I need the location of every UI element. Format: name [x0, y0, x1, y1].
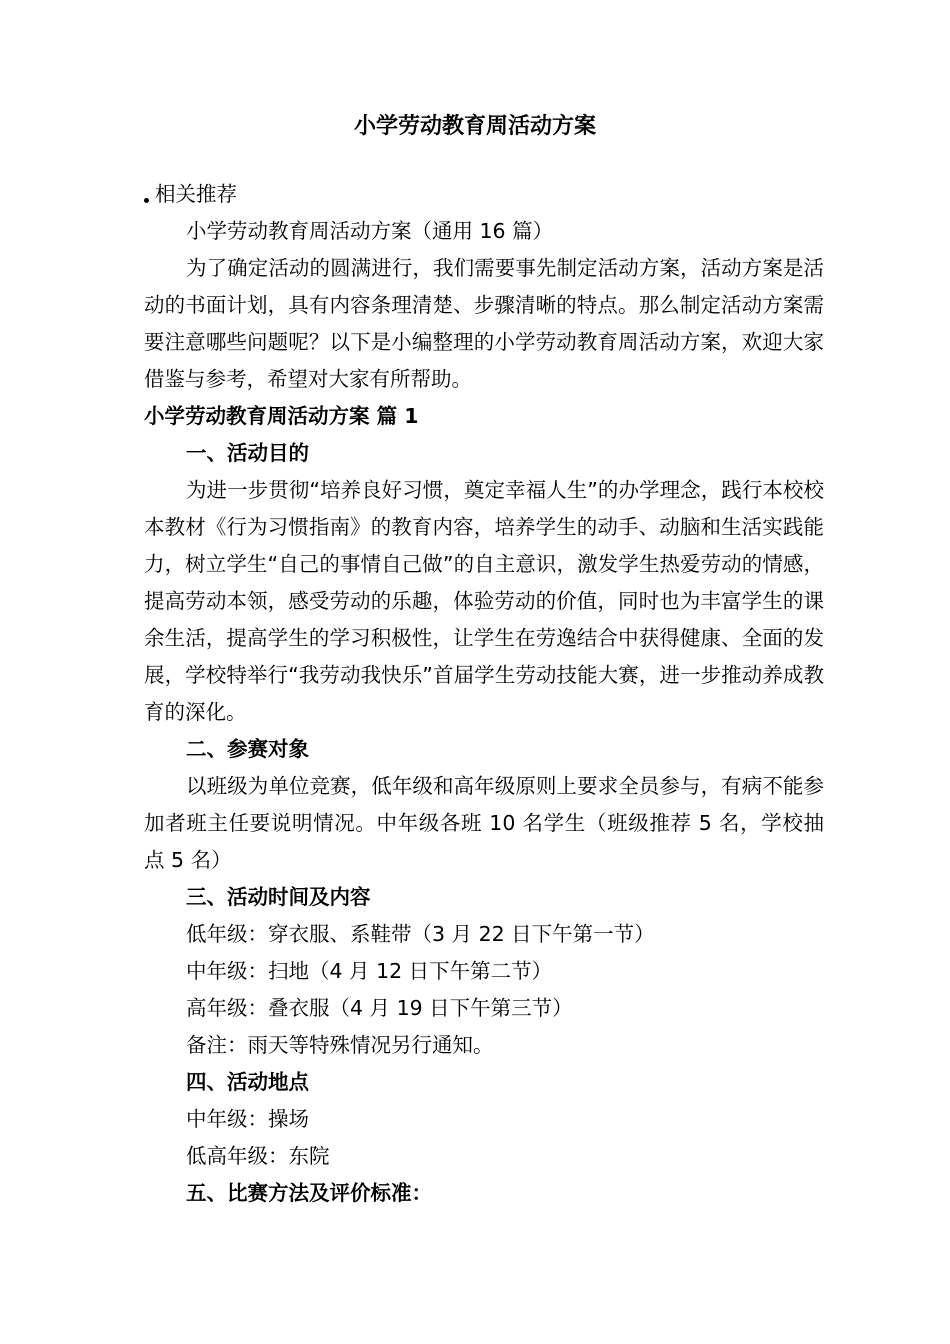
document-body — [144, 176, 824, 1212]
section-2-heading: 二、参赛对象 — [186, 737, 309, 761]
section-1-text: 为进一步贯彻“培养良好习惯，奠定幸福人生”的办学理念，践行本校校本教材《行为习惯指南》的教育内容，培养学生的动手、动脑和生活实践能力，树立学生“自己的事情自己做”的自主意识，激发学生热爱劳动的情感，提高劳动本领，感受劳动的乐趣，体验劳动的价值，同时也为丰富学生的课余生活，提高学生的学习积极性，让学生在劳逸结合中获得健康、全面的发展，学校特举行“我劳动我快乐”首届学生劳动技能大赛，进一步推动养成教育的深化。 — [144, 478, 824, 724]
section-3-heading: 三、活动时间及内容 — [186, 885, 371, 909]
bullet-icon — [144, 198, 149, 203]
section-1-heading: 一、活动目的 — [186, 441, 309, 465]
section-5-heading: 五、比赛方法及评价标准： — [186, 1181, 432, 1205]
section-4-line-2: 低高年级：东院 — [186, 1144, 330, 1168]
section-3-line-4: 备注：雨天等特殊情况另行通知。 — [186, 1033, 494, 1057]
section-3-line-2: 中年级：扫地（4 月 12 日下午第二节） — [186, 959, 553, 983]
page-title: 小学劳动教育周活动方案 — [353, 114, 596, 139]
related-recommendation — [144, 176, 824, 213]
section-3-line-1: 低年级：穿衣服、系鞋带（3 月 22 日下午第一节） — [186, 922, 655, 946]
section-3-line-3: 高年级：叠衣服（4 月 19 日下午第三节） — [186, 996, 573, 1020]
section-4-line-1: 中年级：操场 — [186, 1107, 309, 1131]
section-2-text: 以班级为单位竞赛，低年级和高年级原则上要求全员参与，有病不能参加者班主任要说明情况。中年级各班 10 名学生（班级推荐 5 名，学校抽点 5 名） — [144, 774, 824, 872]
section-4-heading: 四、活动地点 — [186, 1070, 309, 1094]
intro-paragraph: 为了确定活动的圆满进行，我们需要事先制定活动方案，活动方案是活动的书面计划，具有内容条理清楚、步骤清晰的特点。那么制定活动方案需要注意哪些问题呢？以下是小编整理的小学劳动教育周活动方案，欢迎大家借鉴与参考，希望对大家有所帮助。 — [144, 256, 824, 391]
article-heading: 小学劳动教育周活动方案 篇 1 — [144, 404, 419, 428]
related-label[interactable]: 相关推荐 — [155, 182, 237, 206]
subtitle: 小学劳动教育周活动方案（通用 16 篇） — [186, 219, 554, 243]
